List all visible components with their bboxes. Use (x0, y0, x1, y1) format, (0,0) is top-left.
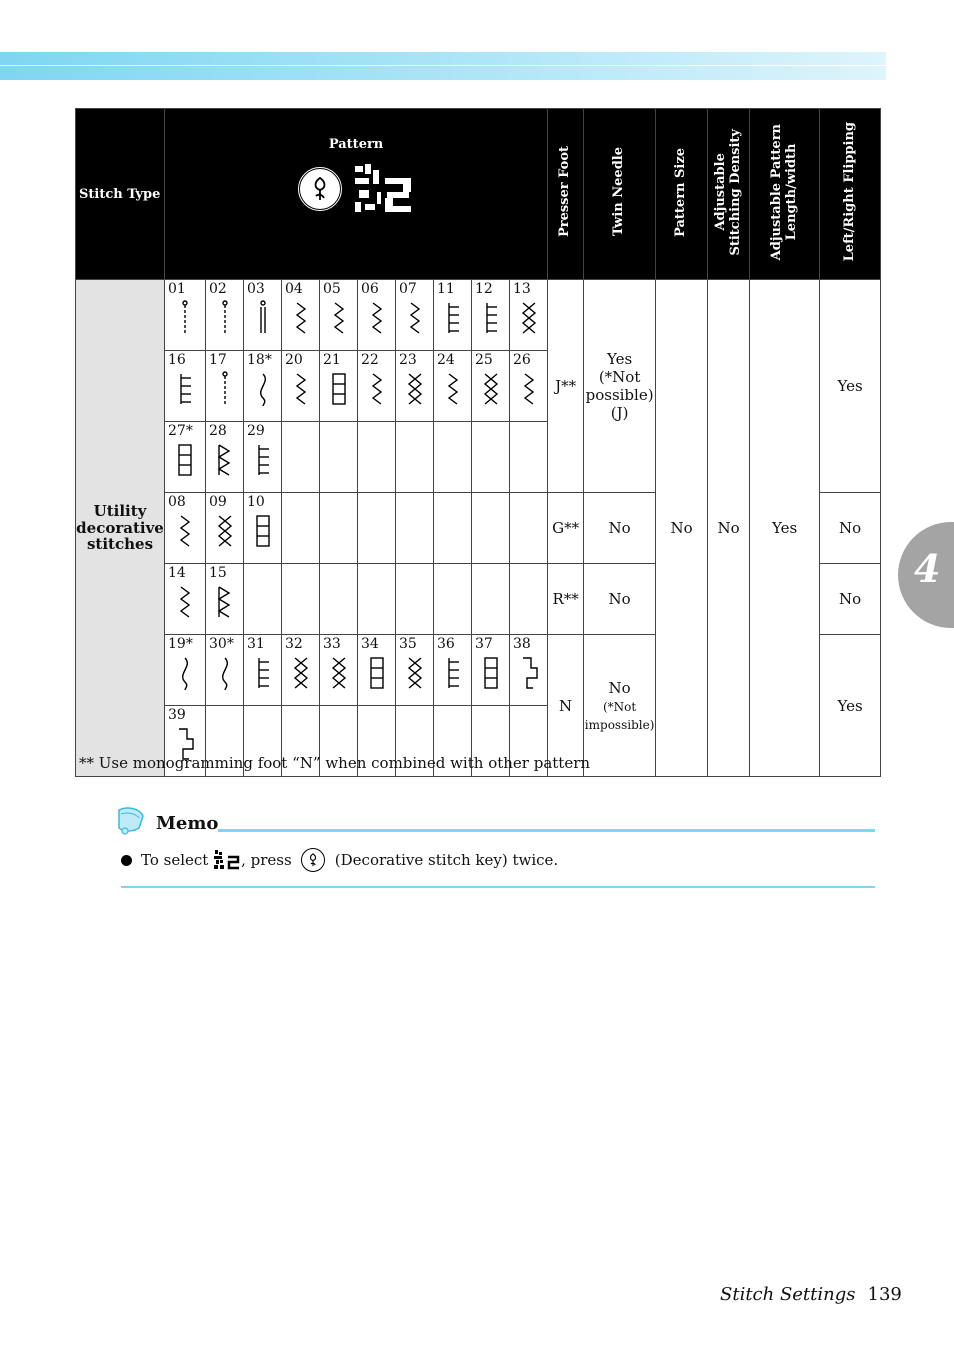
stitch-number: 33 (323, 636, 341, 652)
twin-needle-g: No (584, 493, 656, 564)
stitch-pattern-cell (244, 280, 282, 351)
stitch-pattern-cell (396, 351, 434, 422)
stitch-pattern-icon (472, 299, 509, 337)
stitch-pattern-cell (244, 635, 282, 706)
empty-pattern-cell (244, 564, 282, 635)
header-pattern-label: Pattern (328, 137, 384, 152)
stitch-pattern-cell (358, 351, 396, 422)
stitch-pattern-cell (244, 493, 282, 564)
stitch-number: 01 (168, 281, 186, 297)
stitch-number: 39 (168, 707, 186, 723)
memo-title: Memo (156, 813, 219, 834)
stitch-pattern-icon (165, 654, 205, 692)
stitch-pattern-icon (165, 441, 205, 479)
stitch-pattern-icon (244, 441, 281, 479)
stitch-number: 18* (247, 352, 272, 368)
presser-foot-g: G** (548, 493, 584, 564)
memo-item: To select , press (Decorative stitch key) twice. (121, 848, 558, 872)
stitch-number: 16 (168, 352, 186, 368)
stitch-pattern-icon (320, 654, 357, 692)
flipping-value: Yes (820, 280, 881, 493)
footer-section: Stitch Settings (720, 1284, 856, 1305)
stitch-pattern-icon (244, 654, 281, 692)
stitch-pattern-icon (358, 654, 395, 692)
stitch-number: 29 (247, 423, 265, 439)
stitch-number: 03 (247, 281, 265, 297)
header-pattern (165, 109, 548, 280)
twin-needle-n: No (*Not impossible) (584, 635, 656, 777)
stitch-pattern-cell (165, 351, 206, 422)
stitch-pattern-cell (165, 564, 206, 635)
stitch-number: 25 (475, 352, 493, 368)
empty-pattern-cell (510, 564, 548, 635)
stitch-pattern-icon (434, 654, 471, 692)
memo-bottom-rule (121, 886, 875, 888)
decorative-pattern-small-icon (213, 849, 241, 871)
stitch-pattern-cell (165, 493, 206, 564)
stitch-pattern-cell (206, 422, 244, 493)
stitch-pattern-icon (206, 441, 243, 479)
empty-pattern-cell (358, 493, 396, 564)
decorative-pattern-icon (351, 162, 415, 216)
stitch-pattern-icon (206, 370, 243, 408)
stitch-pattern-icon (358, 299, 395, 337)
stitch-pattern-icon (206, 512, 243, 550)
page-footer (720, 1284, 902, 1305)
stitch-pattern-cell (206, 493, 244, 564)
stitch-number: 15 (209, 565, 227, 581)
header-band (0, 52, 886, 80)
stitch-pattern-cell (244, 351, 282, 422)
stitch-pattern-icon (206, 583, 243, 621)
chapter-tab (898, 522, 954, 628)
stitch-number: 35 (399, 636, 417, 652)
stitch-pattern-icon (165, 583, 205, 621)
stitch-table (75, 108, 881, 777)
twin-needle-j: Yes (*Not possible) (J) (584, 280, 656, 493)
stitch-number: 06 (361, 281, 379, 297)
header-twin-needle: Twin Needle (584, 109, 656, 280)
empty-pattern-cell (320, 422, 358, 493)
stitch-number: 23 (399, 352, 417, 368)
stitch-pattern-cell (320, 635, 358, 706)
stitch-pattern-cell (510, 351, 548, 422)
stitch-pattern-icon (244, 299, 281, 337)
stitch-pattern-icon (358, 370, 395, 408)
stitch-pattern-cell (358, 635, 396, 706)
empty-pattern-cell (358, 564, 396, 635)
stitch-pattern-icon (206, 654, 243, 692)
stitch-pattern-icon (244, 512, 281, 550)
stitch-pattern-icon (396, 299, 433, 337)
header-length-width: Adjustable Pattern Length/width (750, 109, 820, 280)
stitch-pattern-cell (206, 280, 244, 351)
stitch-number: 08 (168, 494, 186, 510)
empty-pattern-cell (396, 564, 434, 635)
stitch-number: 05 (323, 281, 341, 297)
stitch-pattern-cell (320, 280, 358, 351)
stitch-pattern-icon (282, 370, 319, 408)
stitch-pattern-cell (510, 280, 548, 351)
stitch-number: 20 (285, 352, 303, 368)
stitch-pattern-cell (472, 280, 510, 351)
length-width-value: Yes (750, 280, 820, 777)
empty-pattern-cell (282, 564, 320, 635)
presser-foot-j: J** (548, 280, 584, 493)
stitch-pattern-icon (434, 370, 471, 408)
stitch-pattern-cell (165, 635, 206, 706)
stitch-pattern-icon (282, 654, 319, 692)
stitch-pattern-icon (320, 299, 357, 337)
stitch-pattern-cell (206, 351, 244, 422)
stitch-pattern-cell (358, 280, 396, 351)
empty-pattern-cell (472, 493, 510, 564)
stitch-number: 11 (437, 281, 455, 297)
stitch-number: 19* (168, 636, 193, 652)
empty-pattern-cell (434, 564, 472, 635)
stitch-number: 10 (247, 494, 265, 510)
stitch-pattern-cell (472, 351, 510, 422)
stitch-pattern-icon (244, 370, 281, 408)
stitch-number: 34 (361, 636, 379, 652)
stitch-number: 09 (209, 494, 227, 510)
stitch-number: 36 (437, 636, 455, 652)
stitch-pattern-icon (472, 654, 509, 692)
stitch-number: 12 (475, 281, 493, 297)
stitch-pattern-cell (510, 635, 548, 706)
stitch-pattern-cell (206, 564, 244, 635)
flipping-value: No (820, 564, 881, 635)
stitch-pattern-cell (320, 351, 358, 422)
flipping-value: No (820, 493, 881, 564)
stitch-pattern-cell (165, 422, 206, 493)
empty-pattern-cell (510, 493, 548, 564)
stitch-pattern-cell (434, 280, 472, 351)
empty-pattern-cell (510, 422, 548, 493)
empty-pattern-cell (282, 493, 320, 564)
stitch-number: 27* (168, 423, 193, 439)
stitch-pattern-icon (165, 512, 205, 550)
stitch-number: 28 (209, 423, 227, 439)
decorative-stitch-key-icon (297, 166, 343, 212)
stitch-number: 37 (475, 636, 493, 652)
presser-foot-n: N (548, 635, 584, 777)
stitch-number: 13 (513, 281, 531, 297)
memo-rule (218, 829, 875, 832)
stitch-pattern-cell (396, 635, 434, 706)
stitch-pattern-cell (206, 635, 244, 706)
stitch-pattern-cell (434, 635, 472, 706)
stitch-pattern-icon (396, 654, 433, 692)
stitch-pattern-cell (282, 280, 320, 351)
stitch-number: 07 (399, 281, 417, 297)
stitch-pattern-icon (510, 299, 547, 337)
empty-pattern-cell (320, 564, 358, 635)
stitch-number: 02 (209, 281, 227, 297)
stitch-pattern-cell (472, 635, 510, 706)
empty-pattern-cell (472, 564, 510, 635)
stitch-number: 26 (513, 352, 531, 368)
stitch-pattern-icon (510, 654, 547, 692)
flipping-value: Yes (820, 635, 881, 777)
stitch-pattern-icon (282, 299, 319, 337)
chapter-number: 4 (914, 546, 941, 591)
stitch-pattern-icon (396, 370, 433, 408)
stitch-number: 14 (168, 565, 186, 581)
header-presser-foot: Presser Foot (548, 109, 584, 280)
stitch-number: 04 (285, 281, 303, 297)
stitch-pattern-icon (510, 370, 547, 408)
stitch-number: 31 (247, 636, 265, 652)
header-density: Adjustable Stitching Density (708, 109, 750, 280)
stitch-pattern-cell (244, 422, 282, 493)
stitch-pattern-cell (282, 351, 320, 422)
footnote: ** Use monogramming foot “N” when combined with other pattern (79, 754, 591, 772)
stitch-pattern-cell (396, 280, 434, 351)
presser-foot-r: R** (548, 564, 584, 635)
stitch-pattern-icon (472, 370, 509, 408)
stitch-pattern-icon (165, 370, 205, 408)
header-flipping: Left/Right Flipping (820, 109, 881, 280)
page-number: 139 (867, 1284, 902, 1305)
twin-needle-r: No (584, 564, 656, 635)
bullet-icon (121, 855, 132, 866)
stitch-number: 17 (209, 352, 227, 368)
empty-pattern-cell (282, 422, 320, 493)
stitch-pattern-cell (282, 635, 320, 706)
stitch-pattern-icon (434, 299, 471, 337)
empty-pattern-cell (472, 422, 510, 493)
decorative-stitch-key-icon (301, 848, 325, 872)
stitch-number: 38 (513, 636, 531, 652)
stitch-number: 21 (323, 352, 341, 368)
stitch-type-label: Utility decorative stitches (76, 280, 165, 777)
empty-pattern-cell (358, 422, 396, 493)
stitch-pattern-cell (434, 351, 472, 422)
stitch-number: 24 (437, 352, 455, 368)
stitch-pattern-icon (206, 299, 243, 337)
header-stitch-type: Stitch Type (76, 109, 165, 280)
stitch-pattern-cell (165, 280, 206, 351)
empty-pattern-cell (320, 493, 358, 564)
pattern-size-value: No (656, 280, 708, 777)
empty-pattern-cell (396, 493, 434, 564)
stitch-number: 22 (361, 352, 379, 368)
header-pattern-size: Pattern Size (656, 109, 708, 280)
density-value: No (708, 280, 750, 777)
empty-pattern-cell (396, 422, 434, 493)
stitch-pattern-icon (320, 370, 357, 408)
empty-pattern-cell (434, 493, 472, 564)
stitch-number: 32 (285, 636, 303, 652)
stitch-pattern-icon (165, 299, 205, 337)
stitch-number: 30* (209, 636, 234, 652)
empty-pattern-cell (434, 422, 472, 493)
memo-bell-icon (113, 806, 147, 836)
